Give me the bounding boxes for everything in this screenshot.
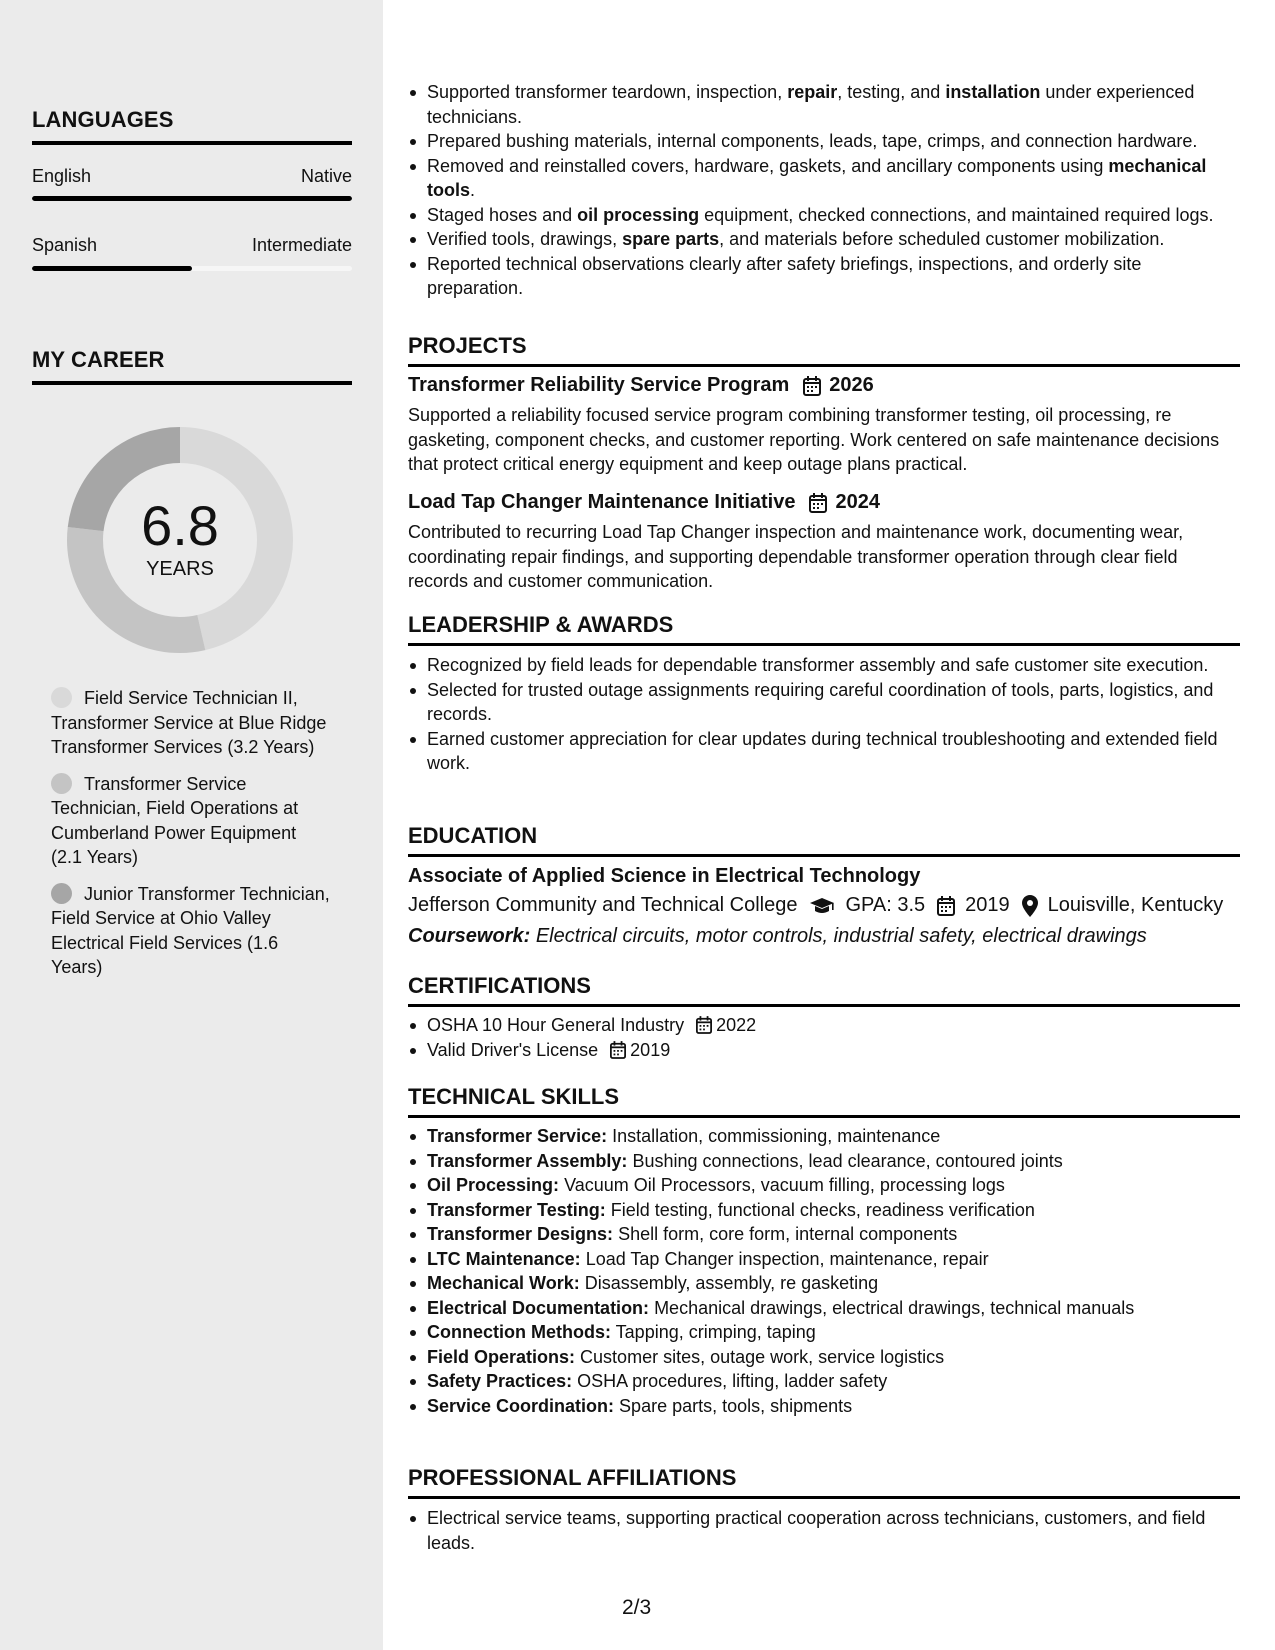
skill-item xyxy=(408,1320,1240,1345)
bullet-keyword: oil processing xyxy=(577,204,700,225)
career-legend-dot xyxy=(51,883,72,904)
skill-label: Mechanical Work: xyxy=(427,1273,580,1293)
bullet-keyword: repair xyxy=(787,82,838,102)
bullet-text: equipment, checked connections, and maintained required logs. xyxy=(699,204,1214,225)
bullet-text: Removed and reinstalled covers, hardware, gaskets, and ancillary components using xyxy=(427,155,1109,176)
certification-year: 2019 xyxy=(630,1039,671,1060)
education-gpa: GPA: 3.5 xyxy=(845,894,926,916)
certifications-list xyxy=(408,1013,1240,1062)
skill-item xyxy=(408,1124,1240,1149)
calendar-icon xyxy=(809,493,827,513)
certification-item xyxy=(408,1038,1240,1063)
skills-list xyxy=(408,1124,1240,1418)
project-description: Supported a reliability focused service program combining transformer testing, oil processing, re gasketing, component checks, and customer reporting. Work centered on safe maintenance decisions that protect critical energy equipment and keep outage plans practical. xyxy=(408,405,1220,474)
skill-value: Spare parts, tools, shipments xyxy=(619,1395,853,1416)
certification-row xyxy=(427,1038,1240,1063)
skill-value: OSHA procedures, lifting, ladder safety xyxy=(577,1371,888,1391)
coursework-label: Coursework: xyxy=(408,925,531,947)
skill-label: Electrical Documentation: xyxy=(427,1297,650,1318)
education-coursework xyxy=(408,925,1147,948)
skill-item xyxy=(408,1198,1240,1223)
affiliation-bullet: Electrical service teams, supporting practical cooperation across technicians, customers, and field leads. xyxy=(408,1506,1240,1555)
skill-value: Installation, commissioning, maintenance xyxy=(612,1126,941,1146)
career-item xyxy=(51,686,331,760)
skill-value: Load Tap Changer inspection, maintenance, repair xyxy=(585,1248,989,1269)
calendar-icon xyxy=(610,1041,626,1059)
skill-item xyxy=(408,1394,1240,1419)
education-year: 2019 xyxy=(965,894,1010,916)
affiliations-heading: PROFESSIONAL AFFILIATIONS xyxy=(408,1465,1240,1499)
career-legend-dot xyxy=(51,773,72,794)
project-description: Contributed to recurring Load Tap Changer inspection and maintenance work, documenting wear, coordinating repair findings, and supporting dependable transformer operation through clear field records and customer communication. xyxy=(408,522,1184,591)
leadership-bullet: Earned customer appreciation for clear updates during technical troubleshooting and extended field work. xyxy=(408,727,1240,776)
skill-value: Bushing connections, lead clearance, contoured joints xyxy=(632,1150,1063,1171)
education-degree: Associate of Applied Science in Electrical Technology xyxy=(408,865,921,887)
bullet-text: Prepared bushing materials, internal components, leads, tape, crimps, and connection hardware. xyxy=(427,131,1198,151)
skill-value: Disassembly, assembly, re gasketing xyxy=(584,1273,879,1293)
bullet-keyword: spare parts xyxy=(622,229,720,249)
experience-bullet-list xyxy=(408,80,1240,301)
career-heading: MY CAREER xyxy=(32,347,352,385)
language-name: English xyxy=(32,166,92,186)
experience-bullet xyxy=(408,252,1240,301)
main-content xyxy=(408,0,1240,1650)
career-item xyxy=(51,772,331,870)
career-donut-chart xyxy=(65,425,295,655)
skill-value: Customer sites, outage work, service logistics xyxy=(580,1346,945,1367)
career-list xyxy=(51,686,331,992)
language-bar-spanish xyxy=(32,266,352,271)
skill-value: Field testing, functional checks, readiness verification xyxy=(610,1199,1035,1220)
career-total-unit: YEARS xyxy=(146,557,214,580)
project-year: 2024 xyxy=(835,491,880,513)
calendar-icon xyxy=(696,1016,712,1034)
skill-item xyxy=(408,1173,1240,1198)
career-total-years: 6.8 xyxy=(141,493,219,557)
project-title: Transformer Reliability Service Program xyxy=(408,374,790,396)
bullet-text: , and materials before scheduled customer mobilization. xyxy=(719,229,1165,249)
skill-value: Shell form, core form, internal components xyxy=(618,1224,958,1244)
bullet-text: Verified tools, drawings, xyxy=(427,229,623,249)
coursework-text: Electrical circuits, motor controls, industrial safety, electrical drawings xyxy=(535,925,1147,947)
skill-item xyxy=(408,1247,1240,1272)
skill-item xyxy=(408,1222,1240,1247)
skills-heading: TECHNICAL SKILLS xyxy=(408,1084,1240,1118)
experience-bullet xyxy=(408,154,1240,203)
career-item xyxy=(51,882,331,980)
bullet-text: Reported technical observations clearly after safety briefings, inspections, and orderly site preparation. xyxy=(427,253,1142,298)
project-title: Load Tap Changer Maintenance Initiative xyxy=(408,491,796,513)
skill-label: Connection Methods: xyxy=(427,1322,611,1342)
education-details xyxy=(408,894,1223,917)
language-row-spanish xyxy=(32,235,352,256)
calendar-icon xyxy=(937,896,955,916)
project-title-row xyxy=(408,374,874,397)
skill-item xyxy=(408,1345,1240,1370)
experience-bullet xyxy=(408,227,1240,252)
skill-value: Mechanical drawings, electrical drawings, technical manuals xyxy=(654,1297,1135,1318)
skill-label: Service Coordination: xyxy=(427,1395,615,1416)
bullet-keyword: mechanical tools xyxy=(427,155,1207,200)
skill-item xyxy=(408,1296,1240,1321)
project-title-row xyxy=(408,491,880,514)
skill-label: Transformer Assembly: xyxy=(427,1150,628,1171)
leadership-heading: LEADERSHIP & AWARDS xyxy=(408,612,1240,646)
bullet-text: under experienced technicians. xyxy=(427,82,1195,127)
experience-bullet xyxy=(408,203,1240,228)
bullet-text: Staged hoses and xyxy=(427,204,578,225)
language-bar-fill xyxy=(32,266,192,271)
bullet-keyword: installation xyxy=(945,82,1041,102)
career-donut-center xyxy=(65,425,295,655)
bullet-text: , testing, and xyxy=(837,82,946,102)
language-row-english xyxy=(32,166,352,187)
skill-label: LTC Maintenance: xyxy=(427,1248,581,1269)
career-item-text: Transformer Service Technician, Field Operations at Cumberland Power Equipment (2.1 Years) xyxy=(51,773,299,867)
leadership-bullet: Recognized by field leads for dependable transformer assembly and safe customer site execution. xyxy=(408,653,1240,678)
language-level: Native xyxy=(300,166,352,186)
experience-bullet xyxy=(408,80,1240,129)
skill-value: Vacuum Oil Processors, vacuum filling, processing logs xyxy=(564,1175,1005,1195)
language-level: Intermediate xyxy=(251,235,352,255)
skill-label: Safety Practices: xyxy=(427,1371,573,1391)
education-school: Jefferson Community and Technical College xyxy=(408,894,798,916)
certification-item xyxy=(408,1013,1240,1038)
certification-year: 2022 xyxy=(716,1015,757,1035)
certifications-heading: CERTIFICATIONS xyxy=(408,973,1240,1007)
calendar-icon xyxy=(803,376,821,396)
career-item-text: Junior Transformer Technician, Field Service at Ohio Valley Electrical Field Services (1.6 Years) xyxy=(51,883,330,977)
skill-item xyxy=(408,1149,1240,1174)
language-name: Spanish xyxy=(32,235,98,255)
skill-value: Tapping, crimping, taping xyxy=(615,1322,816,1342)
projects-heading: PROJECTS xyxy=(408,333,1240,367)
skill-item xyxy=(408,1369,1240,1394)
career-legend-dot xyxy=(51,687,72,708)
leadership-bullet-list xyxy=(408,653,1240,776)
bullet-text: . xyxy=(470,180,476,200)
language-bar-fill xyxy=(32,196,352,201)
sidebar xyxy=(0,0,383,1650)
languages-heading: LANGUAGES xyxy=(32,107,352,145)
skill-label: Field Operations: xyxy=(427,1346,576,1367)
page-number: 2/3 xyxy=(622,1596,652,1619)
skill-label: Transformer Designs: xyxy=(427,1224,614,1244)
skill-item xyxy=(408,1271,1240,1296)
certification-name: Valid Driver's License xyxy=(427,1039,599,1060)
leadership-bullet: Selected for trusted outage assignments requiring careful coordination of tools, parts, logistics, and records. xyxy=(408,678,1240,727)
skill-label: Transformer Testing: xyxy=(427,1199,606,1220)
graduation-cap-icon xyxy=(809,897,835,915)
map-pin-icon xyxy=(1022,895,1038,917)
career-item-text: Field Service Technician II, Transformer Service at Blue Ridge Transformer Services (3.2 Years) xyxy=(51,688,327,757)
skill-label: Oil Processing: xyxy=(427,1175,560,1195)
project-year: 2026 xyxy=(829,374,874,396)
skill-label: Transformer Service: xyxy=(427,1126,608,1146)
certification-row xyxy=(427,1013,1240,1038)
education-location: Louisville, Kentucky xyxy=(1047,894,1224,916)
experience-bullet xyxy=(408,129,1240,154)
education-heading: EDUCATION xyxy=(408,823,1240,857)
affiliations-list xyxy=(408,1506,1240,1555)
bullet-text: Supported transformer teardown, inspection, xyxy=(427,82,788,102)
language-bar-english xyxy=(32,196,352,201)
certification-name: OSHA 10 Hour General Industry xyxy=(427,1015,685,1035)
